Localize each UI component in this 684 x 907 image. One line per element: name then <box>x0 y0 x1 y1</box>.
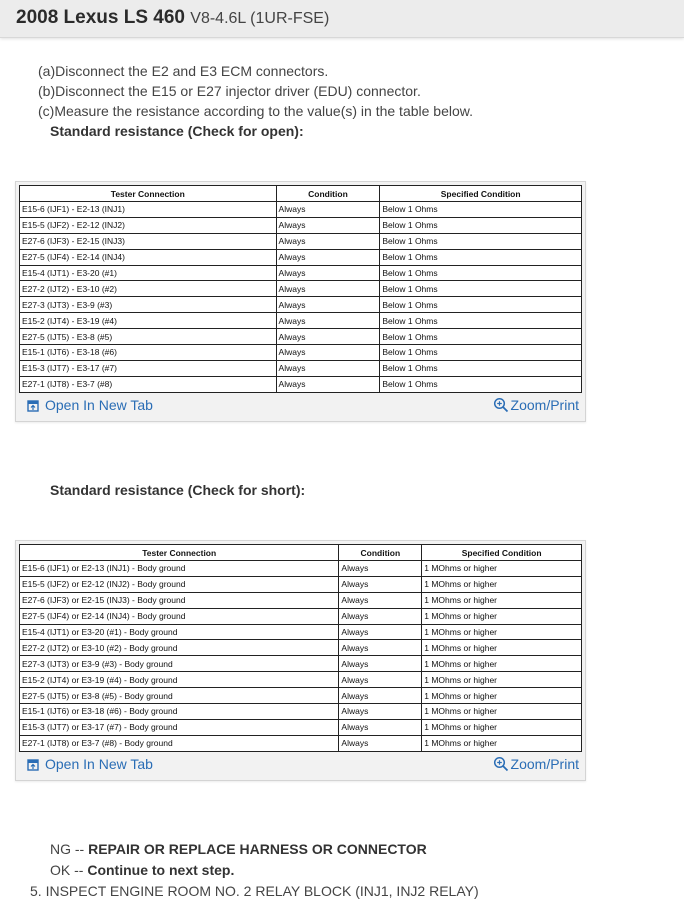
table-row <box>20 640 582 656</box>
table-cell: Below 1 Ohms <box>380 202 582 218</box>
table-cell: 1 MOhms or higher <box>422 688 582 704</box>
table-cell: Below 1 Ohms <box>380 360 582 376</box>
zoom-print-label: Zoom/Print <box>510 756 579 772</box>
table-cell: 1 MOhms or higher <box>422 735 582 751</box>
result-ng-prefix: NG -- <box>50 841 89 857</box>
zoom-in-icon <box>493 756 509 772</box>
page-header <box>0 0 684 38</box>
table-row <box>20 719 582 735</box>
table-cell: Always <box>276 345 380 361</box>
table-cell: E27-2 (IJT2) - E3-10 (#2) <box>20 281 277 297</box>
table-cell: Below 1 Ohms <box>380 217 582 233</box>
table-row <box>20 313 582 329</box>
table-cell: E15-3 (IJT7) - E3-17 (#7) <box>20 360 277 376</box>
table-cell: 1 MOhms or higher <box>422 624 582 640</box>
table-row <box>20 624 582 640</box>
table-cell: E15-4 (IJT1) or E3-20 (#1) - Body ground <box>20 624 339 640</box>
table-cell: E15-5 (IJF2) or E2-12 (INJ2) - Body ground <box>20 576 339 592</box>
table-cell: Always <box>339 576 422 592</box>
table-row <box>20 202 582 218</box>
table-cell: Below 1 Ohms <box>380 249 582 265</box>
table-cell: Always <box>339 624 422 640</box>
table-row <box>20 592 582 608</box>
zoom-print-link[interactable] <box>493 756 579 772</box>
table-cell: E15-5 (IJF2) - E2-12 (INJ2) <box>20 217 277 233</box>
table-cell: E15-2 (IJT4) or E3-19 (#4) - Body ground <box>20 672 339 688</box>
step-c: (c)Measure the resistance according to the value(s) in the table below. <box>38 103 474 119</box>
table-cell: Always <box>276 233 380 249</box>
table-cell: E27-5 (IJF4) - E2-14 (INJ4) <box>20 249 277 265</box>
table-cell: Always <box>276 281 380 297</box>
table-row <box>20 217 582 233</box>
column-header: Specified Condition <box>422 545 582 561</box>
table-cell: Always <box>276 217 380 233</box>
table-cell: 1 MOhms or higher <box>422 719 582 735</box>
table-row <box>20 249 582 265</box>
open-check-footer <box>16 391 585 421</box>
table-row <box>20 672 582 688</box>
table-cell: E15-6 (IJF1) - E2-13 (INJ1) <box>20 202 277 218</box>
table-cell: E15-2 (IJT4) - E3-19 (#4) <box>20 313 277 329</box>
open-in-new-tab-link[interactable] <box>27 756 153 772</box>
table-cell: Always <box>339 640 422 656</box>
table-cell: 1 MOhms or higher <box>422 704 582 720</box>
short-check-card <box>15 540 586 781</box>
table-cell: E15-1 (IJT6) - E3-18 (#6) <box>20 345 277 361</box>
table-cell: Below 1 Ohms <box>380 376 582 392</box>
table-row <box>20 297 582 313</box>
table-cell: Always <box>276 297 380 313</box>
table-cell: Always <box>276 202 380 218</box>
table-cell: Always <box>339 608 422 624</box>
open-check-card <box>15 181 586 422</box>
table-cell: E15-3 (IJT7) or E3-17 (#7) - Body ground <box>20 719 339 735</box>
table-cell: Below 1 Ohms <box>380 329 582 345</box>
table-cell: Below 1 Ohms <box>380 233 582 249</box>
table-cell: Always <box>276 249 380 265</box>
short-check-footer <box>16 750 585 780</box>
open-check-heading: Standard resistance (Check for open): <box>50 123 304 139</box>
short-check-heading: Standard resistance (Check for short): <box>50 482 306 498</box>
table-row <box>20 265 582 281</box>
table-header-row <box>20 186 582 202</box>
table-cell: E15-1 (IJT6) or E3-18 (#6) - Body ground <box>20 704 339 720</box>
table-row <box>20 561 582 577</box>
result-ok-prefix: OK -- <box>50 862 88 878</box>
table-cell: Always <box>276 360 380 376</box>
column-header: Tester Connection <box>20 545 339 561</box>
table-cell: Always <box>339 735 422 751</box>
table-cell: E27-1 (IJT8) - E3-7 (#8) <box>20 376 277 392</box>
table-cell: 1 MOhms or higher <box>422 592 582 608</box>
table-row <box>20 688 582 704</box>
next-step: 5. INSPECT ENGINE ROOM NO. 2 RELAY BLOCK (INJ1, INJ2 RELAY) <box>30 883 479 899</box>
table-row <box>20 735 582 751</box>
table-cell: E27-5 (IJT5) - E3-8 (#5) <box>20 329 277 345</box>
table-row <box>20 656 582 672</box>
table-cell: Below 1 Ohms <box>380 281 582 297</box>
table-cell: Below 1 Ohms <box>380 297 582 313</box>
table-cell: Always <box>339 592 422 608</box>
short-check-table-wrap <box>19 544 581 752</box>
table-cell: Below 1 Ohms <box>380 313 582 329</box>
table-cell: Always <box>339 719 422 735</box>
table-row <box>20 233 582 249</box>
table-cell: Always <box>276 329 380 345</box>
table-row <box>20 376 582 392</box>
table-cell: 1 MOhms or higher <box>422 656 582 672</box>
table-cell: 1 MOhms or higher <box>422 576 582 592</box>
table-row <box>20 345 582 361</box>
table-cell: Always <box>276 313 380 329</box>
table-cell: Always <box>276 265 380 281</box>
open-new-tab-icon <box>27 758 39 770</box>
open-in-new-tab-link[interactable] <box>27 397 153 413</box>
table-cell: Always <box>339 672 422 688</box>
column-header: Condition <box>339 545 422 561</box>
table-cell: Always <box>339 656 422 672</box>
open-check-table-wrap <box>19 185 581 393</box>
table-header-row <box>20 545 582 561</box>
table-cell: 1 MOhms or higher <box>422 608 582 624</box>
zoom-print-label: Zoom/Print <box>510 397 579 413</box>
column-header: Condition <box>276 186 380 202</box>
result-ng-text: REPAIR OR REPLACE HARNESS OR CONNECTOR <box>88 841 427 857</box>
vehicle-title: 2008 Lexus LS 460 <box>16 7 185 28</box>
result-ok <box>50 862 234 878</box>
table-row <box>20 329 582 345</box>
page-title <box>16 7 329 29</box>
table-row <box>20 281 582 297</box>
table-row <box>20 704 582 720</box>
zoom-in-icon <box>493 397 509 413</box>
table-cell: Always <box>276 376 380 392</box>
table-row <box>20 608 582 624</box>
table-cell: Below 1 Ohms <box>380 265 582 281</box>
table-cell: E27-6 (IJF3) or E2-15 (INJ3) - Body ground <box>20 592 339 608</box>
table-cell: E27-6 (IJF3) - E2-15 (INJ3) <box>20 233 277 249</box>
table-cell: Always <box>339 704 422 720</box>
result-ok-text: Continue to next step. <box>87 862 235 878</box>
zoom-print-link[interactable] <box>493 397 579 413</box>
column-header: Specified Condition <box>380 186 582 202</box>
result-ng <box>50 841 427 857</box>
table-cell: E15-6 (IJF1) or E2-13 (INJ1) - Body ground <box>20 561 339 577</box>
step-b: (b)Disconnect the E15 or E27 injector driver (EDU) connector. <box>38 83 421 99</box>
open-new-tab-icon <box>27 399 39 411</box>
table-row <box>20 360 582 376</box>
table-row <box>20 576 582 592</box>
open-in-new-tab-label: Open In New Tab <box>45 756 153 772</box>
table-cell: 1 MOhms or higher <box>422 561 582 577</box>
step-a: (a)Disconnect the E2 and E3 ECM connectors. <box>38 63 329 79</box>
table-cell: 1 MOhms or higher <box>422 640 582 656</box>
short-check-table <box>19 544 582 752</box>
open-check-table <box>19 185 582 393</box>
table-cell: Below 1 Ohms <box>380 345 582 361</box>
table-cell: E27-3 (IJT3) or E3-9 (#3) - Body ground <box>20 656 339 672</box>
table-cell: E27-2 (IJT2) or E3-10 (#2) - Body ground <box>20 640 339 656</box>
table-cell: E27-1 (IJT8) or E3-7 (#8) - Body ground <box>20 735 339 751</box>
engine-spec: V8-4.6L (1UR-FSE) <box>190 10 330 27</box>
table-cell: 1 MOhms or higher <box>422 672 582 688</box>
table-cell: E15-4 (IJT1) - E3-20 (#1) <box>20 265 277 281</box>
table-cell: Always <box>339 561 422 577</box>
table-cell: Always <box>339 688 422 704</box>
column-header: Tester Connection <box>20 186 277 202</box>
open-in-new-tab-label: Open In New Tab <box>45 397 153 413</box>
table-cell: E27-3 (IJT3) - E3-9 (#3) <box>20 297 277 313</box>
table-cell: E27-5 (IJF4) or E2-14 (INJ4) - Body ground <box>20 608 339 624</box>
table-cell: E27-5 (IJT5) or E3-8 (#5) - Body ground <box>20 688 339 704</box>
